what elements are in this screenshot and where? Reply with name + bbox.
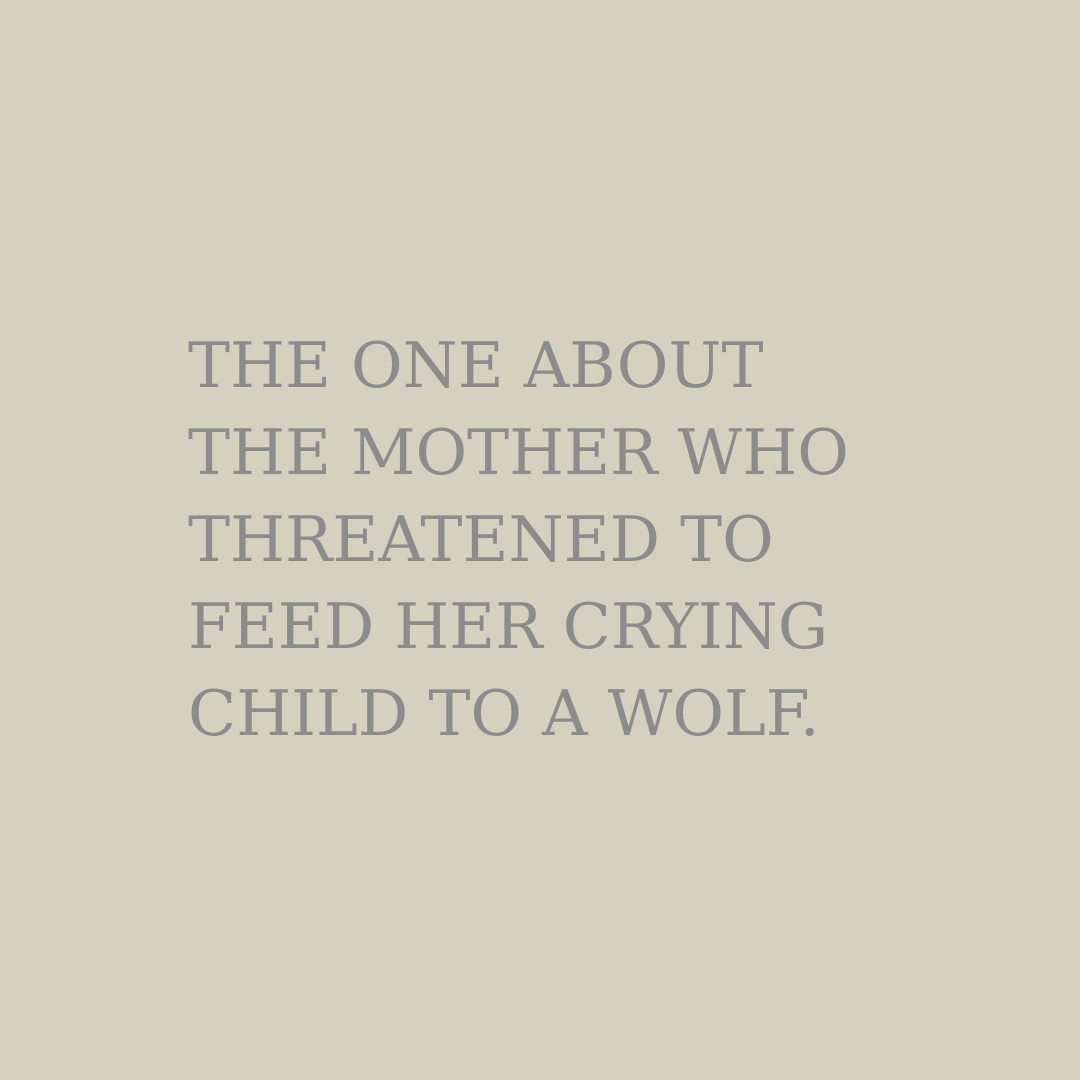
headline-line-4: FEED HER CRYING xyxy=(188,590,829,663)
headline-text xyxy=(188,322,849,757)
headline-line-5: CHILD TO A WOLF. xyxy=(188,677,820,750)
headline-line-3: THREATENED TO xyxy=(188,503,774,576)
headline-line-1: THE ONE ABOUT xyxy=(188,329,764,402)
headline-line-2: THE MOTHER WHO xyxy=(188,416,849,489)
